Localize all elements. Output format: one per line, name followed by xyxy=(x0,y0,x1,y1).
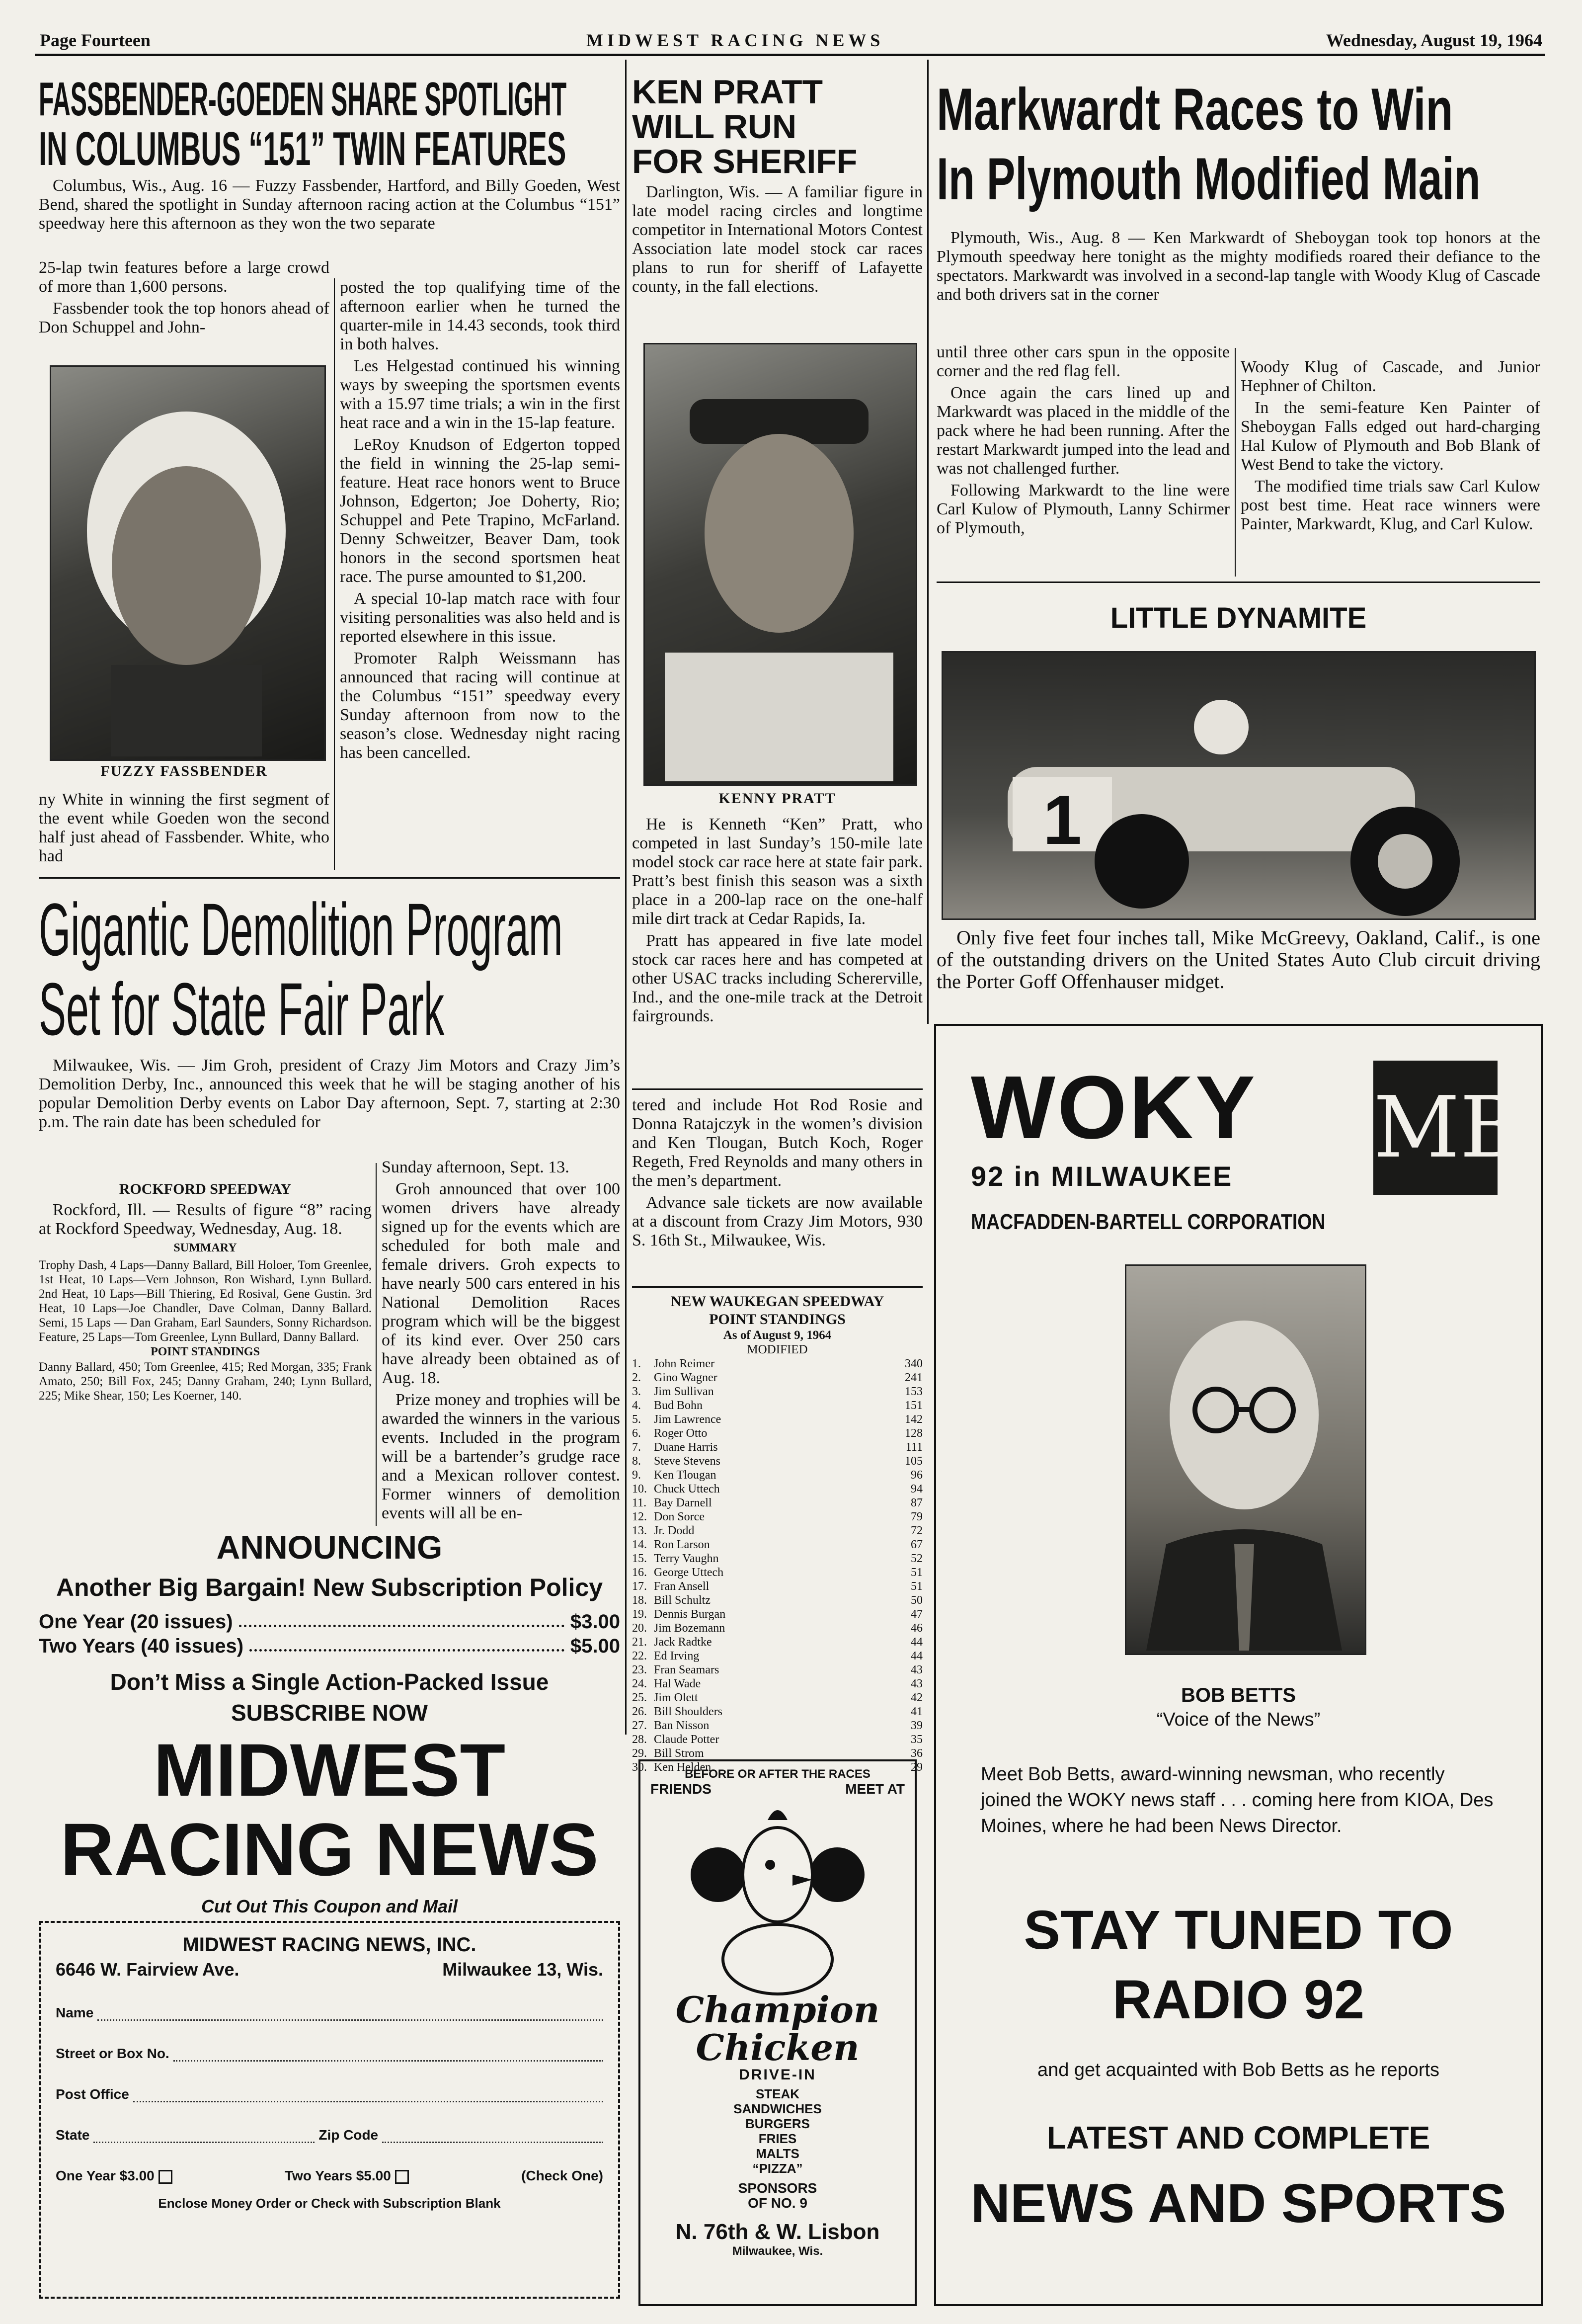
standing-rank: 16. xyxy=(632,1566,647,1579)
standing-points: 36 xyxy=(911,1747,923,1760)
standing-points: 111 xyxy=(905,1441,923,1454)
section-rule xyxy=(39,877,620,879)
standing-points: 51 xyxy=(911,1580,923,1593)
standing-rank: 26. xyxy=(632,1705,647,1718)
markwardt-headline: Markwardt Races to Win In Plymouth Modified Main xyxy=(937,76,1481,212)
standing-points: 79 xyxy=(911,1510,923,1523)
standing-driver: Jim Sullivan xyxy=(654,1385,714,1398)
bob-betts-bio: Meet Bob Betts, award-winning newsman, who recently joined the WOKY news staff . . . coming here from KIOA, Des Moines, where he had been News Director. xyxy=(981,1764,1494,1836)
newsman-portrait-icon xyxy=(1126,1266,1362,1651)
demolition-lead: Milwaukee, Wis. — Jim Groh, president of Crazy Jim Motors and Crazy Jim’s Demolition Derby, Inc., announced this week that he will be staging another of his popular Demolition Derby events on Labor Day afternoon, Sept. 7, starting at 2:30 p.m. The rain date has been scheduled for xyxy=(39,1056,620,1131)
standing-rank: 4. xyxy=(632,1399,641,1412)
waukegan-standings: NEW WAUKEGAN SPEEDWAY POINT STANDINGS As of August 9, 1964 MODIFIED 1. John Reimer 340 2. Gino Wagner 241 3. Jim Sullivan 153 4. Bud Bohn 151 5. Jim Lawrence 142 6. Roger Otto 128 7. Duane Harris 111 8. Steve Stevens 105 9. Ken Tlougan 96 10. Chuck Uttech 94 11. Bay Darnell 87 12. Don Sorce 79 13. Jr. Dodd 72 14. Ron Larson 67 15. Terry Vaughn 52 16. George Uttech 51 17. Fran Ansell 51 18. Bill Schultz 50 19. Dennis Burgan 47 20. Jim Bozemann 46 21. Jack Radtke 44 22. Ed Irving 44 23. Fran Seamars 43 24. Hal Wade 43 25. Jim Olett 42 26. Bill Shoulders 41 27. Ban Nisson 39 28. Claude Potter 35 29. Bill Strom 36 30. Ken Helden 29 xyxy=(632,1293,923,1774)
standing-points: 94 xyxy=(911,1483,923,1495)
standings-row xyxy=(632,1454,923,1468)
masthead-rule xyxy=(35,54,1545,56)
two-year-checkbox[interactable] xyxy=(395,2170,409,2184)
state-zip-row xyxy=(56,2127,603,2143)
standing-rank: 13. xyxy=(632,1524,647,1537)
fassbender-lead: Columbus, Wis., Aug. 16 — Fuzzy Fassbender, Hartford, and Billy Goeden, West Bend, shared the spotlight in Sunday afternoon racing action at the Columbus “151” speedway here this afternoon as they won the two separate xyxy=(39,176,620,233)
standing-points: 43 xyxy=(911,1677,923,1690)
standings-row xyxy=(632,1746,923,1760)
standings-row xyxy=(632,1593,923,1607)
standing-rank: 28. xyxy=(632,1733,647,1746)
standings-row xyxy=(632,1579,923,1593)
two-year-offer: Two Years (40 issues) $5.00 xyxy=(39,1635,620,1657)
standings-row xyxy=(632,1468,923,1482)
menu-item: “PIZZA” xyxy=(752,2161,803,2176)
zip-field[interactable] xyxy=(382,2127,603,2143)
standing-points: 151 xyxy=(905,1399,923,1412)
post-office-field[interactable]: Post Office xyxy=(56,2086,603,2102)
standing-rank: 1. xyxy=(632,1357,641,1370)
standing-rank: 17. xyxy=(632,1580,647,1593)
standings-row xyxy=(632,1426,923,1440)
standing-points: 96 xyxy=(911,1469,923,1482)
standing-points: 67 xyxy=(911,1538,923,1551)
standing-points: 72 xyxy=(911,1524,923,1537)
fassbender-photo xyxy=(50,365,326,761)
coupon-company: MIDWEST RACING NEWS, INC. xyxy=(182,1934,476,1956)
standing-points: 46 xyxy=(911,1622,923,1635)
standing-rank: 20. xyxy=(632,1622,647,1635)
standings-row xyxy=(632,1691,923,1705)
standing-driver: Bay Darnell xyxy=(654,1496,712,1509)
standing-rank: 10. xyxy=(632,1483,647,1495)
standing-points: 128 xyxy=(905,1427,923,1440)
standings-row xyxy=(632,1399,923,1412)
standing-driver: Ken Tlougan xyxy=(654,1469,716,1482)
standing-rank: 24. xyxy=(632,1677,647,1690)
standing-driver: Duane Harris xyxy=(654,1441,718,1454)
subscription-tagline: Another Big Bargain! New Subscription Policy xyxy=(56,1574,603,1601)
champion-chicken-ad: BEFORE OR AFTER THE RACES FRIENDS MEET AT Champion Chicken DRIVE-IN STEAK SANDWICHES BURGERS FRIES MALTS “PIZZA” SPONSORS OF NO. 9 N. 76th & W. Lisbon Milwaukee, Wis. xyxy=(638,1759,917,2306)
rockford-results: ROCKFORD SPEEDWAY Rockford, Ill. — Results of figure “8” racing at Rockford Speedway, Wednesday, Aug. 18. SUMMARY Trophy Dash, 4 Laps—Danny Ballard, Bill Holoer, Tom Greenlee, 1st Heat, 10 Laps—Vern Johnson, Ron Wishard, Lynn Bullard. 2nd Heat, 10 Laps—Bill Thiering, Ed Rosival, Gene Gustin. 3rd Heat, 10 Laps—Joe Chandler, Dave Colman, Danny Ballard. Semi, 15 Laps — Dan Graham, Earl Saunders, Sonny Richardson. Feature, 25 Laps—Tom Greenlee, Lynn Bullard, Danny Ballard. POINT STANDINGS Danny Ballard, 450; Tom Greenlee, 415; Red Morgan, 335; Frank Amato, 250; Bill Fox, 245; Danny Graham, 240; Lynn Bullard, 225; Mike Shear, 150; Les Koerner, 140. xyxy=(39,1181,372,1403)
menu-item: SANDWICHES xyxy=(733,2101,822,2116)
standing-driver: George Uttech xyxy=(654,1566,724,1579)
standing-driver: Fran Seamars xyxy=(654,1663,719,1676)
standings-row xyxy=(632,1566,923,1579)
menu-item: MALTS xyxy=(756,2146,799,2161)
column-divider xyxy=(927,60,929,1024)
standing-driver: Fran Ansell xyxy=(654,1580,710,1593)
standings-row xyxy=(632,1357,923,1371)
standing-driver: Claude Potter xyxy=(654,1733,719,1746)
standing-driver: Don Sorce xyxy=(654,1510,705,1523)
dynamite-caption: Only five feet four inches tall, Mike McGreevy, Oakland, Calif., is one of the outstanding drivers on the United States Auto Club circuit driving the Porter Goff Offenhauser midget. xyxy=(937,926,1540,993)
standing-points: 87 xyxy=(911,1496,923,1509)
standing-rank: 27. xyxy=(632,1719,647,1732)
standing-driver: Bud Bohn xyxy=(654,1399,703,1412)
standing-driver: Ban Nisson xyxy=(654,1719,710,1732)
standing-driver: Ed Irving xyxy=(654,1650,700,1662)
subscribe-now: SUBSCRIBE NOW xyxy=(231,1700,428,1726)
standing-rank: 7. xyxy=(632,1441,641,1454)
two-year-option[interactable]: Two Years $5.00 xyxy=(285,2168,409,2184)
standing-rank: 2. xyxy=(632,1371,641,1384)
bob-betts-title: “Voice of the News” xyxy=(1156,1709,1321,1730)
standings-row xyxy=(632,1719,923,1733)
standing-rank: 5. xyxy=(632,1413,641,1426)
standing-driver: Terry Vaughn xyxy=(654,1552,719,1565)
pratt-lead: Darlington, Wis. — A familiar figure in late model racing circles and longtime competitor in International Motors Contest Association late model stock car races plans to run for sheriff of Lafayette county, in the fall elections. xyxy=(632,183,923,296)
standings-row xyxy=(632,1649,923,1663)
standing-rank: 3. xyxy=(632,1385,641,1398)
standings-row xyxy=(632,1621,923,1635)
standing-points: 241 xyxy=(905,1371,923,1384)
standing-rank: 12. xyxy=(632,1510,647,1523)
driver-portrait-icon xyxy=(645,344,913,781)
standing-driver: Jim Lawrence xyxy=(654,1413,721,1426)
waukegan-heading: NEW WAUKEGAN SPEEDWAY xyxy=(670,1293,884,1310)
stay-tuned: STAY TUNED TO xyxy=(1024,1900,1453,1961)
standings-row xyxy=(632,1733,923,1746)
standing-points: 50 xyxy=(911,1594,923,1607)
standing-driver: Jim Olett xyxy=(654,1691,698,1704)
menu-item: FRIES xyxy=(758,2131,797,2146)
one-year-checkbox[interactable] xyxy=(158,2170,172,2184)
midget-car-photo xyxy=(942,651,1536,920)
latest-line: LATEST AND COMPLETE xyxy=(1046,2120,1430,2156)
name-field[interactable]: Name xyxy=(56,2005,603,2021)
standings-row xyxy=(632,1607,923,1621)
standing-rank: 21. xyxy=(632,1636,647,1649)
standing-driver: John Reimer xyxy=(654,1357,714,1370)
standing-driver: Bill Shoulders xyxy=(654,1705,723,1718)
standing-rank: 14. xyxy=(632,1538,647,1551)
radio-92: RADIO 92 xyxy=(1112,1969,1365,2030)
issue-date: Wednesday, August 19, 1964 xyxy=(1326,30,1542,50)
woky-ad xyxy=(934,1024,1543,2306)
standings-row xyxy=(632,1705,923,1719)
zip-field-label: Zip Code xyxy=(318,2127,379,2143)
standings-row xyxy=(632,1371,923,1385)
fassbender-col1-bottom: ny White in winning the first segment of the event while Goeden won the second half just ahead of Fassbender. White, who had xyxy=(39,790,329,865)
standings-row xyxy=(632,1496,923,1510)
one-year-offer: One Year (20 issues) $3.00 xyxy=(39,1611,620,1633)
standing-driver: Bill Schultz xyxy=(654,1594,711,1607)
standing-driver: Jack Radtke xyxy=(654,1636,712,1649)
standing-points: 153 xyxy=(905,1385,923,1398)
pratt-photo xyxy=(643,343,917,786)
pratt-caption: KENNY PRATT xyxy=(718,790,836,807)
standing-driver: Roger Otto xyxy=(654,1427,708,1440)
state-field-label: State xyxy=(56,2127,90,2143)
standing-points: 47 xyxy=(911,1608,923,1621)
masthead xyxy=(40,30,1542,52)
dynamite-headline: LITTLE DYNAMITE xyxy=(1110,602,1367,634)
standing-rank: 8. xyxy=(632,1455,641,1468)
standings-row xyxy=(632,1510,923,1524)
standing-points: 52 xyxy=(911,1552,923,1565)
demolition-headline: Gigantic Demolition Program Set for State Fair Park xyxy=(39,888,563,1051)
standing-rank: 19. xyxy=(632,1608,647,1621)
woky-callsign: WOKY xyxy=(971,1058,1257,1158)
section-rule xyxy=(937,581,1540,583)
standing-rank: 11. xyxy=(632,1496,647,1509)
state-field[interactable] xyxy=(93,2127,315,2143)
standing-points: 41 xyxy=(911,1705,923,1718)
standings-row xyxy=(632,1412,923,1426)
dont-miss-line: Don’t Miss a Single Action-Packed Issue xyxy=(110,1669,549,1695)
one-year-option[interactable]: One Year $3.00 xyxy=(56,2168,172,2184)
bob-betts-name: BOB BETTS xyxy=(1181,1684,1296,1706)
standing-points: 105 xyxy=(905,1455,923,1468)
standing-points: 142 xyxy=(905,1413,923,1426)
standings-row xyxy=(632,1482,923,1496)
standing-rank: 15. xyxy=(632,1552,647,1565)
section-rule xyxy=(632,1286,923,1288)
standing-points: 39 xyxy=(911,1719,923,1732)
chicken-brand: Champion Chicken xyxy=(675,1989,880,2069)
standing-rank: 23. xyxy=(632,1663,647,1676)
subscription-ad xyxy=(39,1528,620,2304)
standings-row xyxy=(632,1385,923,1399)
standing-driver: Ron Larson xyxy=(654,1538,710,1551)
standing-rank: 30. xyxy=(632,1761,647,1774)
fassbender-headline: FASSBENDER-GOEDEN SHARE SPOTLIGHT IN COLUMBUS “151” TWIN FEATURES xyxy=(39,73,567,175)
standing-driver: Jim Bozemann xyxy=(654,1622,725,1635)
woky-frequency: 92 in MILWAUKEE xyxy=(971,1161,1233,1192)
chicken-location: N. 76th & W. Lisbon xyxy=(675,2220,880,2244)
standing-driver: Ken Helden xyxy=(654,1761,712,1774)
enclose-note: Enclose Money Order or Check with Subscription Blank xyxy=(158,2196,501,2211)
column-divider xyxy=(334,278,335,870)
standing-rank: 22. xyxy=(632,1650,647,1662)
section-rule xyxy=(632,1088,923,1090)
standing-driver: Hal Wade xyxy=(654,1677,701,1690)
standing-driver: Bill Strom xyxy=(654,1747,704,1760)
standings-row xyxy=(632,1524,923,1538)
standings-row xyxy=(632,1635,923,1649)
subscription-coupon xyxy=(39,1921,620,2299)
standing-points: 51 xyxy=(911,1566,923,1579)
standing-points: 340 xyxy=(905,1357,923,1370)
standing-driver: Steve Stevens xyxy=(654,1455,720,1468)
standing-rank: 29. xyxy=(632,1747,647,1760)
option-row: One Year $3.00 Two Years $5.00 (Check One) xyxy=(56,2168,603,2183)
standing-rank: 6. xyxy=(632,1427,641,1440)
cutout-instruction: Cut Out This Coupon and Mail xyxy=(201,1896,458,1916)
pratt-body: He is Kenneth “Ken” Pratt, who competed in last Sunday’s 150-mile late model stock car race here at state fair park. Pratt’s best finish this season was a sixth place in a 200-lap race on the one-half mile dirt track at Cedar Rapids, Ia. Pratt has appeared in five late model stock car races here and has competed at other USAC tracks including Schererville, Ind., and the one-mile track at the Detroit fairgrounds. xyxy=(632,815,923,1025)
markwardt-col2: Woody Klug of Cascade, and Junior Hephner of Chilton. In the semi-feature Ken Painter of Sheboygan Falls edged out hard-charging Hal Kulow of Plymouth and Bob Blank of West Bend to take the victory. The modified time trials saw Carl Kulow post best time. Heat race winners were Painter, Markwardt, Klug, and Carl Kulow. xyxy=(1241,358,1540,533)
fassbender-caption: FUZZY FASSBENDER xyxy=(100,763,268,779)
paper-title-line2: RACING NEWS xyxy=(60,1808,599,1891)
standing-points: 29 xyxy=(911,1761,923,1774)
standing-driver: Dennis Burgan xyxy=(654,1608,726,1621)
woky-corporation: MACFADDEN-BARTELL CORPORATION xyxy=(971,1210,1326,1234)
standing-points: 35 xyxy=(911,1733,923,1746)
standings-row xyxy=(632,1663,923,1677)
standing-driver: Gino Wagner xyxy=(654,1371,717,1384)
standing-rank: 18. xyxy=(632,1594,647,1607)
column-divider xyxy=(625,60,627,1735)
standing-driver: Chuck Uttech xyxy=(654,1483,720,1495)
standings-row xyxy=(632,1552,923,1566)
rockford-heading: ROCKFORD SPEEDWAY xyxy=(119,1181,292,1197)
car-number: 1 xyxy=(1043,781,1082,859)
standings-row xyxy=(632,1677,923,1691)
standing-points: 44 xyxy=(911,1636,923,1649)
announcing-heading: ANNOUNCING xyxy=(216,1529,443,1566)
fassbender-col2: posted the top qualifying time of the afternoon earlier when he turned the quarter-mile in 14.43 seconds, took third in both halves. Les Helgestad continued his winning ways by sweeping the sportsmen events with a 15.97 time trials; a win in the first heat race and a win in the 15-lap feature. LeRoy Knudson of Edgerton topped the field in winning the 25-lap semi-feature. Heat race honors went to Bruce Johnson, Edgerton; Joe Doherty, Rio; Schuppel and Pete Trapino, McFarland. Denny Schweitzer, Beaver Dam, took honors in the second sportsmen heat race. The purse amounted to $1,200. A special 10-lap match race with four visiting personalities was also held and is reported elsewhere in this issue. Promoter Ralph Weissmann has announced that racing will continue at the Columbus “151” speedway every Sunday afternoon from now to the season’s close. Wednesday night racing has been cancelled. xyxy=(340,278,620,762)
page-number: Page Fourteen xyxy=(40,30,151,50)
race-car-icon xyxy=(943,653,1531,915)
driver-portrait-icon xyxy=(51,367,321,756)
chicken-menu xyxy=(640,2086,915,2176)
demolition-col3: tered and include Hot Rod Rosie and Donna Ratajczyk in the women’s division and Ken Tlougan, Butch Koch, Roger Regeth, Fred Reynolds and many others in the men’s department. Advance sale tickets are now available at a discount from Crazy Jim Motors, 930 S. 16th St., Milwaukee, Wis. xyxy=(632,1096,923,1249)
column-divider xyxy=(1235,348,1236,577)
standings-row xyxy=(632,1538,923,1552)
paper-name: MIDWEST RACING NEWS xyxy=(586,30,884,50)
menu-item: BURGERS xyxy=(745,2116,810,2131)
rooster-boxer-icon xyxy=(643,1800,912,1989)
standing-points: 43 xyxy=(911,1663,923,1676)
standing-rank: 25. xyxy=(632,1691,647,1704)
coupon-address: 6646 W. Fairview Ave. Milwaukee 13, Wis. xyxy=(56,1959,603,1980)
acquainted-line: and get acquainted with Bob Betts as he reports xyxy=(1037,2060,1440,2080)
standings-row xyxy=(632,1440,923,1454)
news-and-sports: NEWS AND SPORTS xyxy=(970,2173,1506,2234)
mb-logo: MB xyxy=(1373,1061,1498,1195)
standing-rank: 9. xyxy=(632,1469,641,1482)
menu-item: STEAK xyxy=(755,2086,800,2101)
street-field[interactable]: Street or Box No. xyxy=(56,2046,603,2062)
pratt-headline: KEN PRATT WILL RUN FOR SHERIFF xyxy=(632,73,858,180)
standing-points: 44 xyxy=(911,1650,923,1662)
markwardt-lead: Plymouth, Wis., Aug. 8 — Ken Markwardt of Sheboygan took top honors at the Plymouth speedway here tonight as the mighty modifieds roared their defiance to the spectators. Markwardt was involved in a second-lap tangle with Woody Klug of Cascade and both drivers sat in the corner xyxy=(937,229,1540,304)
column-divider xyxy=(376,1163,377,1526)
fassbender-col1-top: 25-lap twin features before a large crowd of more than 1,600 persons. Fassbender took the top honors ahead of Don Schuppel and John- xyxy=(39,258,329,336)
bob-betts-photo xyxy=(1125,1264,1366,1655)
standing-points: 42 xyxy=(911,1691,923,1704)
standing-driver: Jr. Dodd xyxy=(654,1524,695,1537)
demolition-col2: Sunday afternoon, Sept. 13. Groh announced that over 100 women drivers have already signed up for the events which are scheduled for both male and female drivers. Groh expects to have nearly 500 cars entered in his National Demolition Races program which will be the biggest of its kind ever. Over 250 cars have already been obtained as of Aug. 18. Prize money and trophies will be awarded the winners in the various events. Included in the program will be a bartender’s grudge race and a Mexican rollover contest. Former winners of demolition events will all be en- xyxy=(382,1158,620,1522)
markwardt-col1: until three other cars spun in the opposite corner and the red flag fell. Once again the cars lined up and Markwardt was placed in the middle of the pack where he had been running. After the restart Markwardt jumped into the lead and was not challenged further. Following Markwardt to the line were Carl Kulow of Plymouth, Lanny Schirmer of Plymouth, xyxy=(937,343,1230,537)
paper-title-line1: MIDWEST xyxy=(153,1728,506,1812)
standings-table xyxy=(632,1357,923,1775)
